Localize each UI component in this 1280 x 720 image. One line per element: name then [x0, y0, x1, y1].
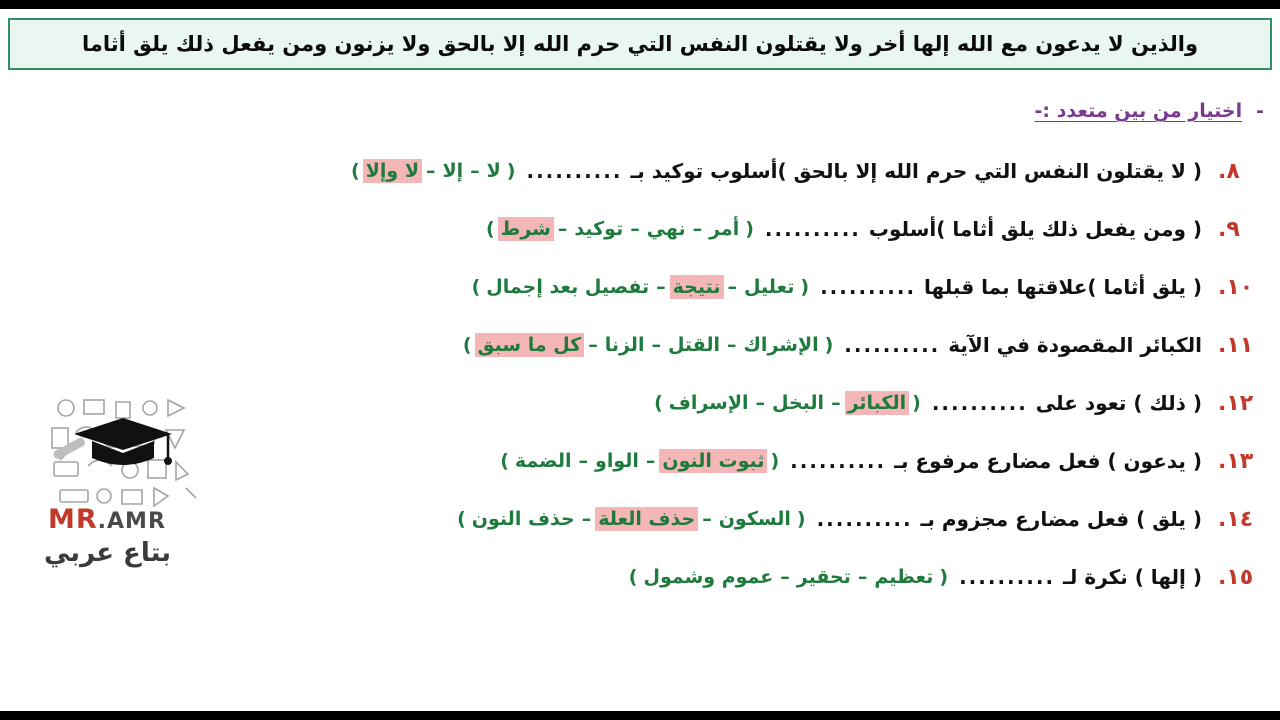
option-choice[interactable]: الواو: [595, 450, 639, 472]
option-choice[interactable]: تعليل: [744, 276, 795, 298]
options-close-paren: ): [462, 334, 472, 356]
options-close-paren: ): [457, 508, 466, 530]
options-close-paren: ): [628, 566, 638, 588]
question-number: ١١.: [1218, 332, 1254, 358]
option-choice[interactable]: نتيجة: [670, 275, 724, 299]
ayah-banner: [8, 18, 1272, 70]
ayah-text: والذين لا يدعون مع الله إلها أخر ولا يقتلون النفس التي حرم الله إلا بالحق ولا يزنون ومن يفعل ذلك يلق أثاما: [81, 32, 1199, 56]
option-separator: –: [470, 160, 480, 182]
question-number: ١٠.: [1218, 274, 1254, 300]
option-choice[interactable]: تعظيم: [874, 566, 934, 588]
options-open-paren: (: [745, 218, 754, 240]
option-choice[interactable]: شرط: [498, 217, 554, 241]
option-separator: –: [702, 508, 712, 530]
graduation-cap-icon: [68, 414, 178, 474]
question-stem: ( لا يقتلون النفس التي حرم الله إلا بالحق )أسلوب توكيد بـ: [630, 159, 1202, 183]
question-stem: ( يلق أثاما )علاقتها بما قبلها: [924, 275, 1202, 299]
question-number: ١٥.: [1218, 564, 1254, 590]
question-blank-dots: ..........: [816, 507, 913, 531]
question-options: [497, 449, 782, 473]
question-options: [483, 217, 757, 241]
question-blank-dots: ..........: [820, 275, 917, 299]
question-options: [651, 391, 924, 415]
options-close-paren: ): [500, 450, 509, 472]
options-open-paren: (: [506, 160, 516, 182]
question-stem: ( يدعون ) فعل مضارع مرفوع بـ: [894, 449, 1202, 473]
option-choice[interactable]: الإسراف: [668, 392, 749, 414]
option-separator: –: [578, 450, 589, 472]
option-choice[interactable]: حذف العلة: [595, 507, 698, 531]
bottom-letterbox-bar: [0, 711, 1280, 720]
question-options: [626, 565, 951, 589]
option-choice[interactable]: تحقير: [796, 566, 851, 588]
top-letterbox-bar: [0, 0, 1280, 9]
option-choice[interactable]: أمر: [709, 218, 740, 240]
question-body: [20, 217, 1202, 241]
question-blank-dots: ..........: [764, 217, 861, 241]
option-separator: –: [656, 276, 666, 298]
option-separator: –: [651, 334, 661, 356]
option-choice[interactable]: حذف النون: [471, 508, 575, 530]
question-number: ٩.: [1218, 216, 1240, 242]
options-open-paren: (: [770, 450, 780, 472]
option-choice[interactable]: توكيد: [574, 218, 624, 240]
option-choice[interactable]: السكون: [718, 508, 791, 530]
option-separator: –: [645, 450, 656, 472]
option-choice[interactable]: الضمة: [514, 450, 572, 472]
options-close-paren: ): [471, 276, 481, 298]
question-stem: ( يلق ) فعل مضارع مجزوم بـ: [920, 507, 1202, 531]
question-blank-dots: ..........: [931, 391, 1028, 415]
option-choice[interactable]: الزنا: [604, 334, 645, 356]
brand-name: [48, 504, 166, 535]
options-open-paren: (: [800, 276, 810, 298]
option-separator: –: [831, 392, 841, 414]
question-row: [20, 200, 1260, 258]
brand-sub-en: AMR: [107, 509, 166, 534]
question-blank-dots: ..........: [844, 333, 941, 357]
options-open-paren: (: [939, 566, 949, 588]
option-separator: –: [727, 276, 738, 298]
question-options: [460, 333, 836, 357]
option-separator: –: [727, 334, 737, 356]
option-choice[interactable]: تفصيل بعد إجمال: [486, 276, 650, 298]
options-close-paren: ): [351, 160, 360, 182]
question-blank-dots: ..........: [959, 565, 1056, 589]
question-options: [348, 159, 518, 183]
option-separator: –: [581, 508, 592, 530]
option-choice[interactable]: نهي: [646, 218, 686, 240]
option-separator: –: [557, 218, 568, 240]
option-choice[interactable]: البخل: [772, 392, 825, 414]
question-row: [20, 142, 1260, 200]
watermark-logo: [40, 392, 230, 577]
options-open-paren: (: [912, 392, 921, 414]
option-separator: –: [780, 566, 790, 588]
options-open-paren: (: [824, 334, 834, 356]
question-number: ١٢.: [1218, 390, 1254, 416]
option-choice[interactable]: ثبوت النون: [659, 449, 767, 473]
question-number: ١٤.: [1218, 506, 1254, 532]
option-separator: –: [692, 218, 703, 240]
option-choice[interactable]: إلا: [442, 160, 464, 182]
question-stem: الكبائر المقصودة في الآية: [948, 333, 1202, 357]
option-choice[interactable]: لا وإلا: [363, 159, 422, 183]
option-separator: –: [755, 392, 766, 414]
brand-sub-ar: بتاع عربي: [44, 538, 171, 568]
question-stem: ( ذلك ) تعود على: [1035, 391, 1202, 415]
option-separator: –: [588, 334, 598, 356]
question-row: [20, 258, 1260, 316]
option-separator: –: [630, 218, 640, 240]
question-blank-dots: ..........: [526, 159, 623, 183]
option-choice[interactable]: عموم وشمول: [643, 566, 774, 588]
option-choice[interactable]: الكبائر: [845, 391, 910, 415]
option-choice[interactable]: القتل: [667, 334, 721, 356]
brand-main: MR: [48, 504, 98, 535]
question-options: [469, 275, 812, 299]
question-body: [20, 333, 1202, 357]
options-close-paren: ): [654, 392, 663, 414]
question-body: [20, 159, 1202, 183]
question-number: ١٣.: [1218, 448, 1254, 474]
question-body: [20, 275, 1202, 299]
question-number: ٨.: [1218, 158, 1240, 184]
options-close-paren: ): [485, 218, 495, 240]
section-dash: -: [1256, 100, 1264, 122]
brand-dot: .: [97, 509, 108, 534]
option-choice[interactable]: الإشراك: [743, 334, 819, 356]
question-stem: ( ومن يفعل ذلك يلق أثاما )أسلوب: [868, 217, 1202, 241]
option-choice[interactable]: كل ما سبق: [475, 333, 585, 357]
question-row: [20, 316, 1260, 374]
section-title: اختيار من بين متعدد :-: [1034, 100, 1243, 122]
option-choice[interactable]: لا: [486, 160, 501, 182]
question-blank-dots: ..........: [790, 449, 887, 473]
option-separator: –: [857, 566, 868, 588]
option-separator: –: [425, 160, 436, 182]
question-options: [454, 507, 808, 531]
options-open-paren: (: [796, 508, 806, 530]
question-stem: ( إلها ) نكرة لـ: [1063, 565, 1202, 589]
section-heading: [1035, 100, 1264, 122]
